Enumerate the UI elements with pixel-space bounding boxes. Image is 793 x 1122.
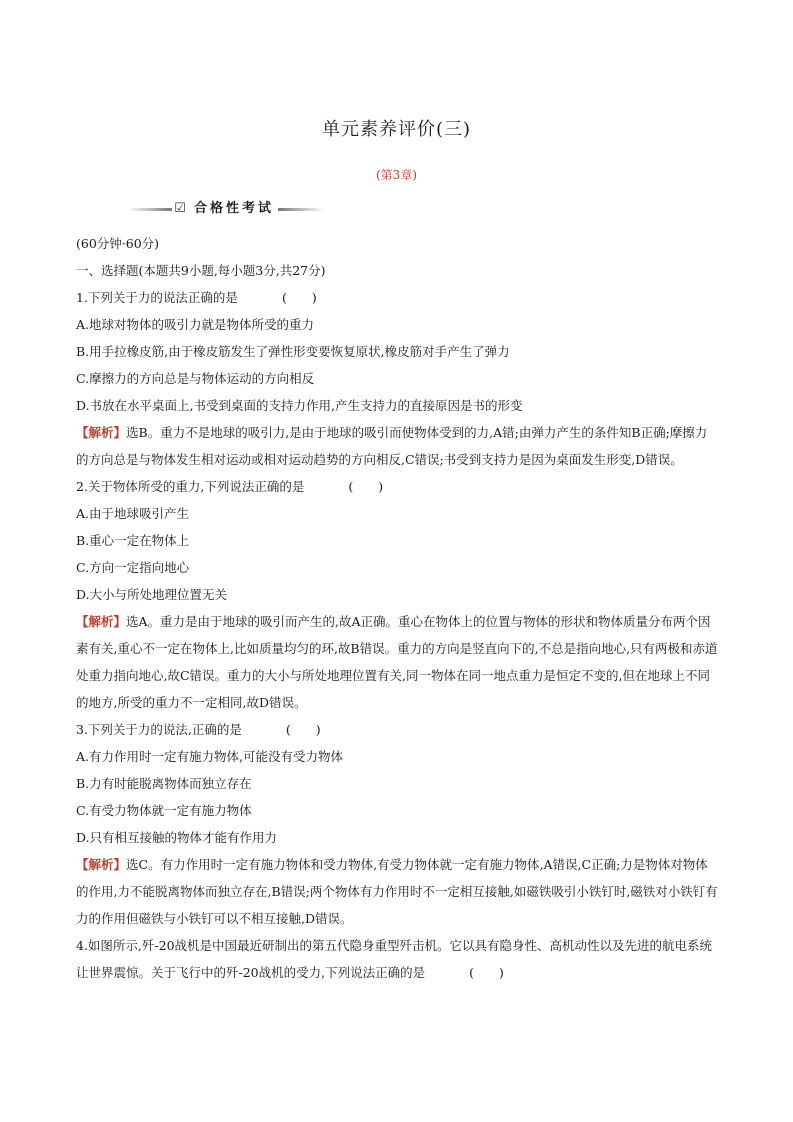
analysis: 【解析】选B。重力不是地球的吸引力,是由于地球的吸引而使物体受到的力,A错;由弹力产生的条件知B正确;摩擦力的方向总是与物体发生相对运动或相对运动趋势的方向相反,C错误;书受到支持力是因为桌面发生形变,D错误。 [76,425,708,467]
banner-divider-right [278,208,324,211]
option: C.有受力物体就一定有施力物体 [76,803,252,818]
question-stem: 2.关于物体所受的重力,下列说法正确的是 ( ) [76,479,384,494]
question-stem: 4.如图所示,歼-20战机是中国最近研制出的第五代隐身重型歼击机。它以具有隐身性、高机动性以及先进的航电系统让世界震惊。关于飞行中的歼-20战机的受力,下列说法正确的是 ( ) [76,938,713,980]
option: D.大小与所处地理位置无关 [76,587,228,602]
option: A.地球对物体的吸引力就是物体所受的重力 [76,317,315,332]
option: D.只有相互接触的物体才能有作用力 [76,830,278,845]
analysis-tag: 【解析】 [76,614,127,629]
analysis: 【解析】选A。重力是由于地球的吸引而产生的,故A正确。重心在物体上的位置与物体的形状和物体质量分布两个因素有关,重心不一定在物体上,比如质量均匀的环,故B错误。重力的方向是竖直向下的,不总是指向地心,只有两极和赤道处重力指向地心,故C错误。重力的大小与所处地理位置有关,同一物体在同一地点重力是恒定不变的,但在地球上不同的地方,所受的重力不一定相同,故D错误。 [76,614,718,710]
banner-divider-left [128,208,172,211]
chapter-label: (第3章) [376,168,417,182]
option: A.由于地球吸引产生 [76,506,190,521]
analysis-tag: 【解析】 [76,857,127,872]
question-stem: 1.下列关于力的说法正确的是 ( ) [76,290,317,305]
section-banner [128,200,324,218]
part-heading: 一、选择题(本题共9小题,每小题3分,共27分) [76,263,326,278]
time-score: (60分钟·60分) [76,236,160,251]
document-body [76,230,719,986]
option: B.力有时能脱离物体而独立存在 [76,776,252,791]
option: A.有力作用时一定有施力物体,可能没有受力物体 [76,749,343,764]
question-stem: 3.下列关于力的说法,正确的是 ( ) [76,722,321,737]
analysis: 【解析】选C。有力作用时一定有施力物体和受力物体,有受力物体就一定有施力物体,A错误,C正确;力是物体对物体的作用,力不能脱离物体而独立存在,B错误;两个物体有力作用时不一定相互接触,如磁铁吸引小铁钉时,磁铁对小铁钉有力的作用但磁铁与小铁钉可以不相互接触,D错误。 [76,857,718,926]
section-label: 合格性考试 [194,201,275,216]
page-title: 单元素养评价(三) [321,119,472,140]
option: C.方向一定指向地心 [76,560,190,575]
option: C.摩擦力的方向总是与物体运动的方向相反 [76,371,315,386]
check-box-icon: ☑ [174,201,186,216]
option: B.用手拉橡皮筋,由于橡皮筋发生了弹性形变要恢复原状,橡皮筋对手产生了弹力 [76,344,510,359]
option: B.重心一定在物体上 [76,533,190,548]
analysis-tag: 【解析】 [76,425,127,440]
option: D.书放在水平桌面上,书受到桌面的支持力作用,产生支持力的直接原因是书的形变 [76,398,523,413]
